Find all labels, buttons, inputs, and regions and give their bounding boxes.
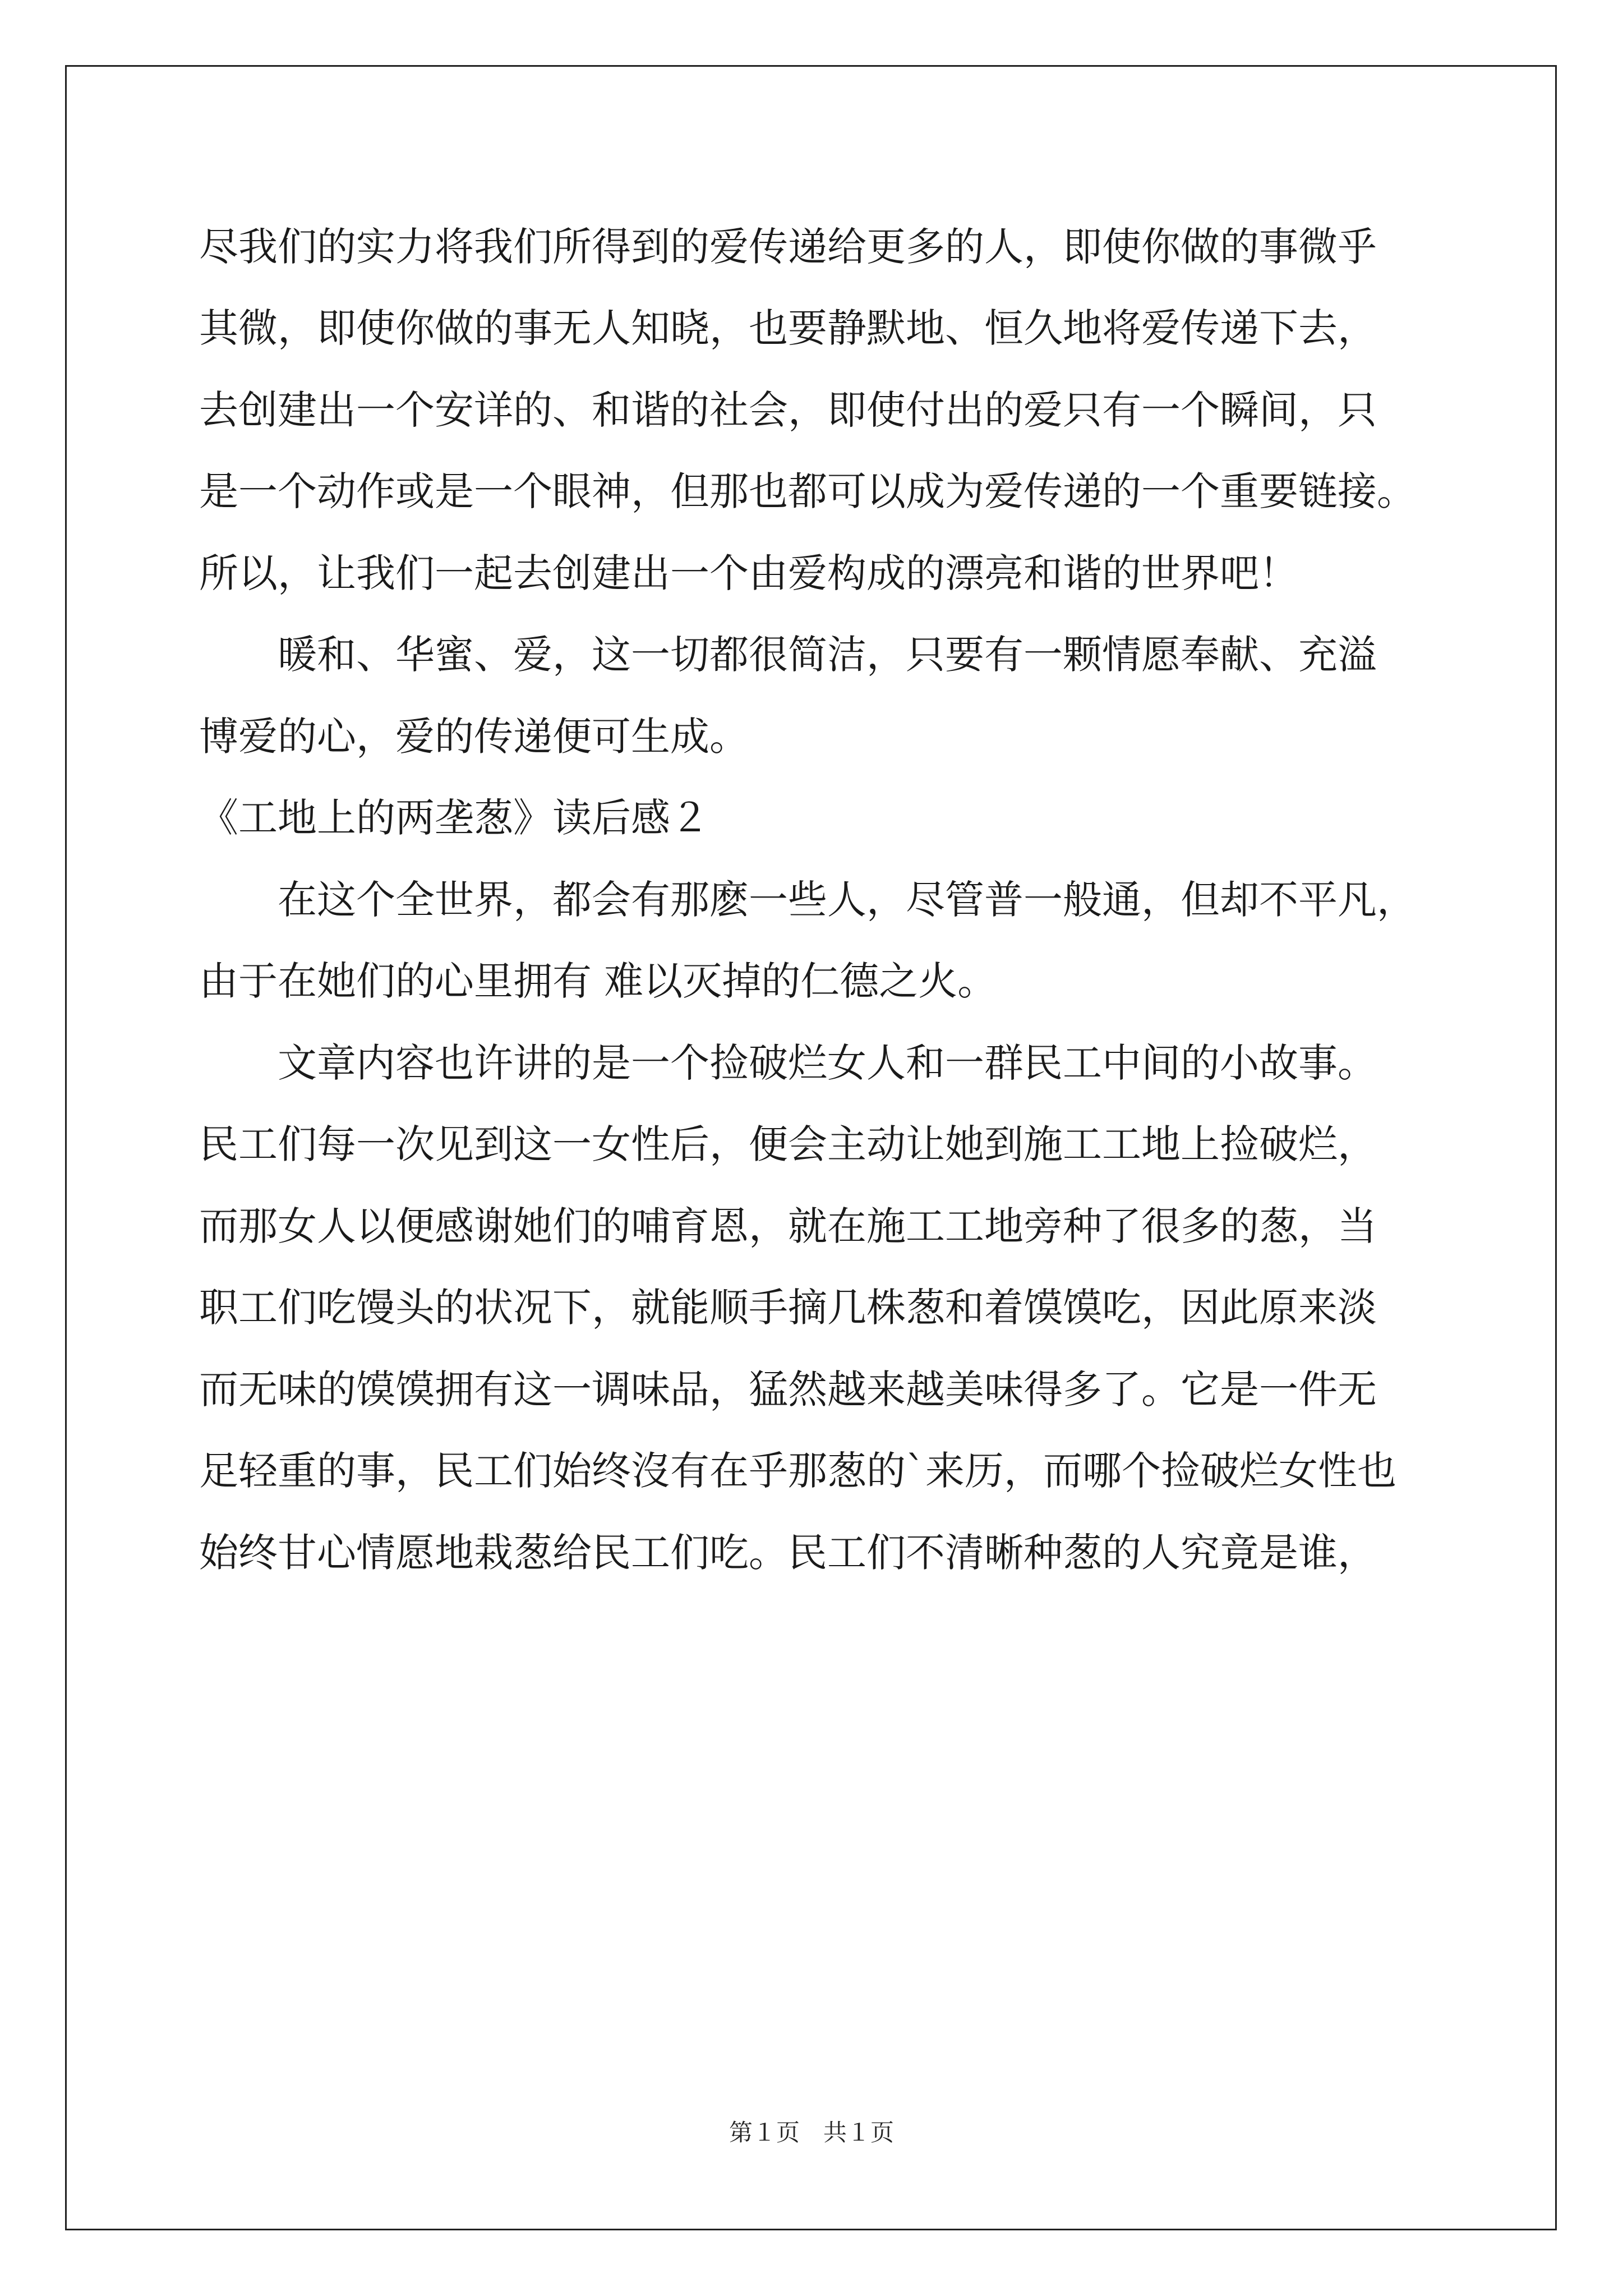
text-line: 职工们吃馒头的状况下，就能顺手摘几株葱和着馍馍吃，因此原来淡 (199, 1285, 1377, 1331)
text-line: 足轻重的事，民工们始终沒有在乎那葱的`来历，而哪个捡破烂女性也 (199, 1448, 1396, 1494)
text-line: 所以，让我们一起去创建出一个由爱构成的漂亮和谐的世界吧！ (199, 550, 1298, 596)
text-line: 由于在她们的心里拥有 难以灭掉的仁德之火。 (199, 958, 997, 1004)
text-line: 民工们每一次见到这一女性后，便会主动让她到施工工地上捡破烂， (199, 1121, 1377, 1167)
text-line: 而那女人以便感谢她们的哺育恩，就在施工工地旁种了很多的葱，当 (199, 1203, 1377, 1249)
page-footer: 第１页 共１页 (728, 2119, 894, 2146)
section-heading: 《工地上的两垄葱》读后感２ (199, 795, 709, 841)
text-line: 始终甘心情愿地栽葱给民工们吃。民工们不清晰种葱的人究竟是谁， (199, 1530, 1377, 1576)
text-line: 尽我们的实力将我们所得到的爱传递给更多的人，即使你做的事微乎 (199, 224, 1377, 270)
text-line: 在这个全世界，都会有那麽一些人，尽管普一般通，但却不平凡， (199, 877, 1416, 923)
text-line: 文章内容也许讲的是一个捡破烂女人和一群民工中间的小故事。 (199, 1040, 1377, 1086)
text-line: 去创建出一个安详的、和谐的社会，即使付出的爱只有一个瞬间，只 (199, 387, 1377, 433)
text-line: 博爱的心，爱的传递便可生成。 (199, 714, 749, 760)
text-line: 而无味的馍馍拥有这一调味品，猛然越来越美味得多了。它是一件无 (199, 1366, 1377, 1412)
text-line: 是一个动作或是一个眼神，但那也都可以成为爱传递的一个重要链接。 (199, 468, 1416, 514)
text-line: 其微，即使你做的事无人知晓，也要静默地、恒久地将爱传递下去， (199, 305, 1377, 351)
text-line: 暖和、华蜜、爱，这一切都很简洁，只要有一颗情愿奉献、充溢 (199, 632, 1377, 678)
